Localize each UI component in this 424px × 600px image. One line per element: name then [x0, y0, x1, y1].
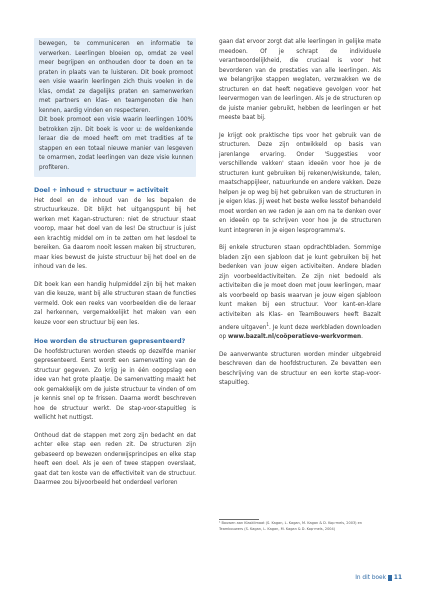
footnote: ¹ Bouwen aan Klasklimaat (S. Kagan, L. Kagan, M. Kagan & D. Kop·mels, 2003) en Teambouwers (S. Kagan, L. Kagan, M. Kagan & D. Kop·mels, 2004)	[219, 521, 363, 531]
download-link[interactable]: www.bazalt.nl/coöperatieve-werkvormen	[228, 334, 362, 341]
footnote-divider	[219, 519, 259, 520]
body-paragraph: gaan dat ervoor zorgt dat alle leerlingen in gelijke mate meedoen. Of je schrapt de individuele verantwoordelijkheid, die cruciaal is voor het bevorderen van de prestaties van alle leerlingen. Als we belangrijke stappen weglaten, verzwakken we de structuren en dat heeft negatieve gevolgen voor het leervermogen van de leerlingen. Als je de structuren op de juiste manier gebruikt, hebben de leerlingen er het meeste baat bij.	[219, 39, 381, 121]
paragraph-text: Bij enkele structuren staan opdrachtbladen. Sommige bladen zijn een sjabloon dat je kunt gebruiken bij het bedenken van jouw eigen activiteiten. Andere bladen zijn voorbeeldactiviteiten. Ze zijn niet bedoeld als activiteiten die je moet doen met jouw leerlingen, maar als voorbeeld op basis waarvan je jouw eigen sjabloon kunt maken bij een structuur. Voor kant-en-klare activiteiten als Klas- en TeamBouwers heeft Bazalt andere uitgaven	[219, 245, 381, 331]
body-paragraph: Het doel en de inhoud van de les bepalen de structuurkeuze. Dit blijkt het uitgangspunt bij het werken met Kagan-structuren: niet de structuur staat voorop, maar het doel van de les! De structuur is juist een krachtig middel om in te zetten om het lesdoel te bereiken. Ga daarom nooit lessen maken bij structuren, maar kies bewust de juiste structuur bij het doel en de inhoud van de les.	[34, 197, 196, 270]
box-paragraph: bewegen, te communiceren en informatie te verwerken. Leerlingen bloeien op, omdat ze veel meer begrijpen en onthouden door te doen en te praten in plaats van te luisteren. Dit boek promoot een visie waarin leerlingen zich thuis voelen in de klas, omdat ze dagelijks praten en samenwerken met partners en klas- en teamgenoten die hen kennen, aardig vinden en respecteren.	[39, 41, 193, 114]
right-column	[219, 38, 381, 389]
body-paragraph	[219, 244, 381, 343]
box-paragraph: Dit boek promoot een visie waarin leerlingen 100% betrokken zijn. Dit boek is voor u: de weldenkende leraar die de moed heeft om met tradities af te stappen en een totaal nieuwe manier van lesgeven te omarmen, zodat leerlingen van deze visie kunnen profiteren.	[39, 117, 193, 171]
body-paragraph: Je krijgt ook praktische tips voor het gebruik van de structuren. Deze zijn ontwikkeld op basis van jarenlange ervaring. Onder 'Suggesties voor verschillende vakken' staan ideeën voor hoe je de structuren kunt gebruiken bij rekenen/wiskunde, talen, maatschappijleer, natuurkunde en andere vakken. Deze helpen je op weg bij het gebruiken van de structuren in je eigen klas. Jij weet het beste welke lesstof behandeld moet worden en we raden je aan om na te denken over en ideeën op te schrijven voor hoe je de structuren kunt integreren in je eigen lesprogramma's.	[219, 132, 381, 234]
body-paragraph: De aanverwante structuren worden minder uitgebreid beschreven dan de hoofdstructuren. Ze bevatten een beschrijving van de structuur en een korte stap-voor-stapuitleg.	[219, 351, 381, 387]
paragraph-text: . Je kunt deze werkbladen downloaden op	[219, 324, 381, 341]
footnote-reference[interactable]: 1	[266, 322, 269, 327]
section-heading-presentatie: Hoe worden de structuren gepresenteerd?	[34, 338, 186, 345]
page-marker	[388, 575, 392, 581]
page-number: 11	[393, 575, 402, 581]
section-heading-doel: Doel + inhoud + structuur = activiteit	[34, 187, 169, 194]
body-paragraph: De hoofdstructuren worden steeds op dezelfde manier gepresenteerd. Eerst wordt een samenvatting van de structuur gegeven. Zo krijg je in één oogopslag een idee van het grote plaatje. De samenvatting maakt het ook gemakkelijk om de juiste structuur te vinden of om je kennis snel op te frissen. Daarna wordt beschreven hoe de structuur werkt. De stap-voor-stapuitleg is wellicht het nuttigst.	[34, 348, 196, 421]
left-column	[34, 38, 196, 489]
paragraph-text: .	[361, 334, 363, 341]
footer-section-label: In dit boek	[355, 575, 386, 581]
body-paragraph: Dit boek kan een handig hulpmiddel zijn bij het maken van die keuze, want bij alle structuren staan de functies vermeld. Ook een reeks van voorbeelden die de leraar zal herkennen, vergemakkelijkt het maken van een keuze voor een structuur bij een les.	[34, 281, 196, 326]
body-paragraph: Onthoud dat de stappen met zorg zijn bedacht en dat achter elke stap een reden zit. De structuren zijn gebaseerd op bewezen onderwijsprincipes en elke stap heeft een doel. Als je een of twee stappen overslaat, gaat dat ten koste van de effectiviteit van de structuur. Daarmee zou bijvoorbeeld het onderdeel verloren	[34, 432, 196, 486]
highlight-box	[34, 38, 196, 177]
